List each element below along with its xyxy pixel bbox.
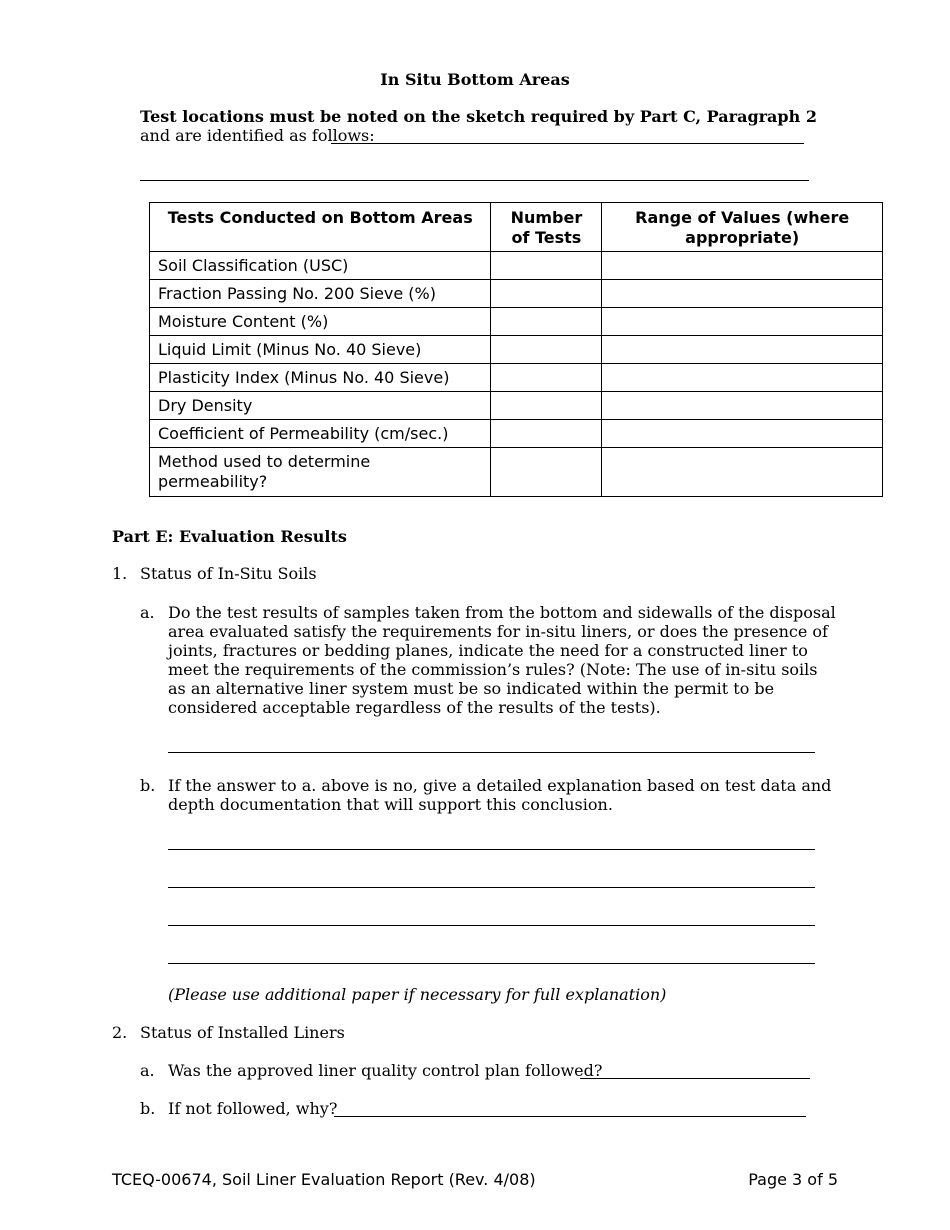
tests-table (149, 202, 883, 497)
test-name-cell: Moisture Content (%) (150, 308, 491, 336)
table-row (150, 336, 883, 364)
number-of-tests-cell[interactable] (491, 364, 602, 392)
header-range-of-values: Range of Values (where appropriate) (602, 203, 883, 252)
item-1b-answer-line[interactable] (168, 925, 815, 926)
item-2a-letter: a. (140, 1061, 155, 1080)
range-of-values-cell[interactable] (602, 420, 883, 448)
item-1-label: Status of In-Situ Soils (140, 564, 317, 583)
table-row (150, 448, 883, 497)
test-name-cell: Fraction Passing No. 200 Sieve (%) (150, 280, 491, 308)
item-1a-letter: a. (140, 603, 155, 622)
locations-answer-line-2[interactable] (140, 180, 809, 181)
range-of-values-cell[interactable] (602, 308, 883, 336)
item-1a-answer-line[interactable] (168, 752, 815, 753)
number-of-tests-cell[interactable] (491, 308, 602, 336)
number-of-tests-cell[interactable] (491, 420, 602, 448)
item-1b-answer-line[interactable] (168, 963, 815, 964)
footer-form-id: TCEQ-00674, Soil Liner Evaluation Report (Rev. 4/08) (112, 1170, 536, 1189)
item-2a-question: Was the approved liner quality control plan followed? (168, 1061, 603, 1080)
intro-paragraph (140, 107, 840, 145)
table-row (150, 280, 883, 308)
number-of-tests-cell[interactable] (491, 336, 602, 364)
locations-answer-line[interactable] (331, 143, 804, 144)
table-row (150, 308, 883, 336)
item-1b-answer-line[interactable] (168, 849, 815, 850)
item-1b-answer-line[interactable] (168, 887, 815, 888)
intro-bold-text: Test locations must be noted on the sketch required by Part C, Paragraph 2 (140, 107, 817, 126)
additional-paper-note: (Please use additional paper if necessary for full explanation) (168, 985, 667, 1004)
number-of-tests-cell[interactable] (491, 280, 602, 308)
range-of-values-cell[interactable] (602, 252, 883, 280)
intro-text: and are identified as follows: (140, 126, 375, 145)
table-row (150, 252, 883, 280)
item-1b-letter: b. (140, 776, 156, 795)
range-of-values-cell[interactable] (602, 364, 883, 392)
item-2-number: 2. (112, 1023, 128, 1042)
page-title: In Situ Bottom Areas (380, 70, 570, 89)
table-row (150, 364, 883, 392)
test-name-cell: Coefficient of Permeability (cm/sec.) (150, 420, 491, 448)
test-name-cell: Liquid Limit (Minus No. 40 Sieve) (150, 336, 491, 364)
range-of-values-cell[interactable] (602, 336, 883, 364)
part-e-heading: Part E: Evaluation Results (112, 527, 347, 546)
range-of-values-cell[interactable] (602, 392, 883, 420)
table-header-row (150, 203, 883, 252)
item-1a-question: Do the test results of samples taken from the bottom and sidewalls of the disposal area evaluated satisfy the requirements for in-situ liners, or does the presence of joints, fractures or bedding planes, indicate the need for a constructed liner to meet the requirements of the commission’s rules? (Note: The use of in-situ soils as an alternative liner system must be so indicated within the permit to be considered acceptable regardless of the results of the tests). (168, 603, 836, 717)
test-name-cell: Dry Density (150, 392, 491, 420)
number-of-tests-cell[interactable] (491, 392, 602, 420)
test-name-cell: Soil Classification (USC) (150, 252, 491, 280)
item-1b-question: If the answer to a. above is no, give a detailed explanation based on test data and depth documentation that will support this conclusion. (168, 776, 832, 814)
footer-page-number: Page 3 of 5 (748, 1170, 838, 1189)
number-of-tests-cell[interactable] (491, 448, 602, 497)
range-of-values-cell[interactable] (602, 280, 883, 308)
test-name-cell: Method used to determine permeability? (150, 448, 491, 497)
header-number-of-tests: Number of Tests (491, 203, 602, 252)
item-2a-answer-line[interactable] (580, 1078, 810, 1079)
range-of-values-cell[interactable] (602, 448, 883, 497)
table-row (150, 392, 883, 420)
item-2b-answer-line[interactable] (334, 1116, 806, 1117)
item-2b-letter: b. (140, 1099, 156, 1118)
table-row (150, 420, 883, 448)
item-2-label: Status of Installed Liners (140, 1023, 345, 1042)
item-2b-question: If not followed, why? (168, 1099, 338, 1118)
header-tests-conducted: Tests Conducted on Bottom Areas (150, 203, 491, 252)
test-name-cell: Plasticity Index (Minus No. 40 Sieve) (150, 364, 491, 392)
item-1-number: 1. (112, 564, 128, 583)
number-of-tests-cell[interactable] (491, 252, 602, 280)
